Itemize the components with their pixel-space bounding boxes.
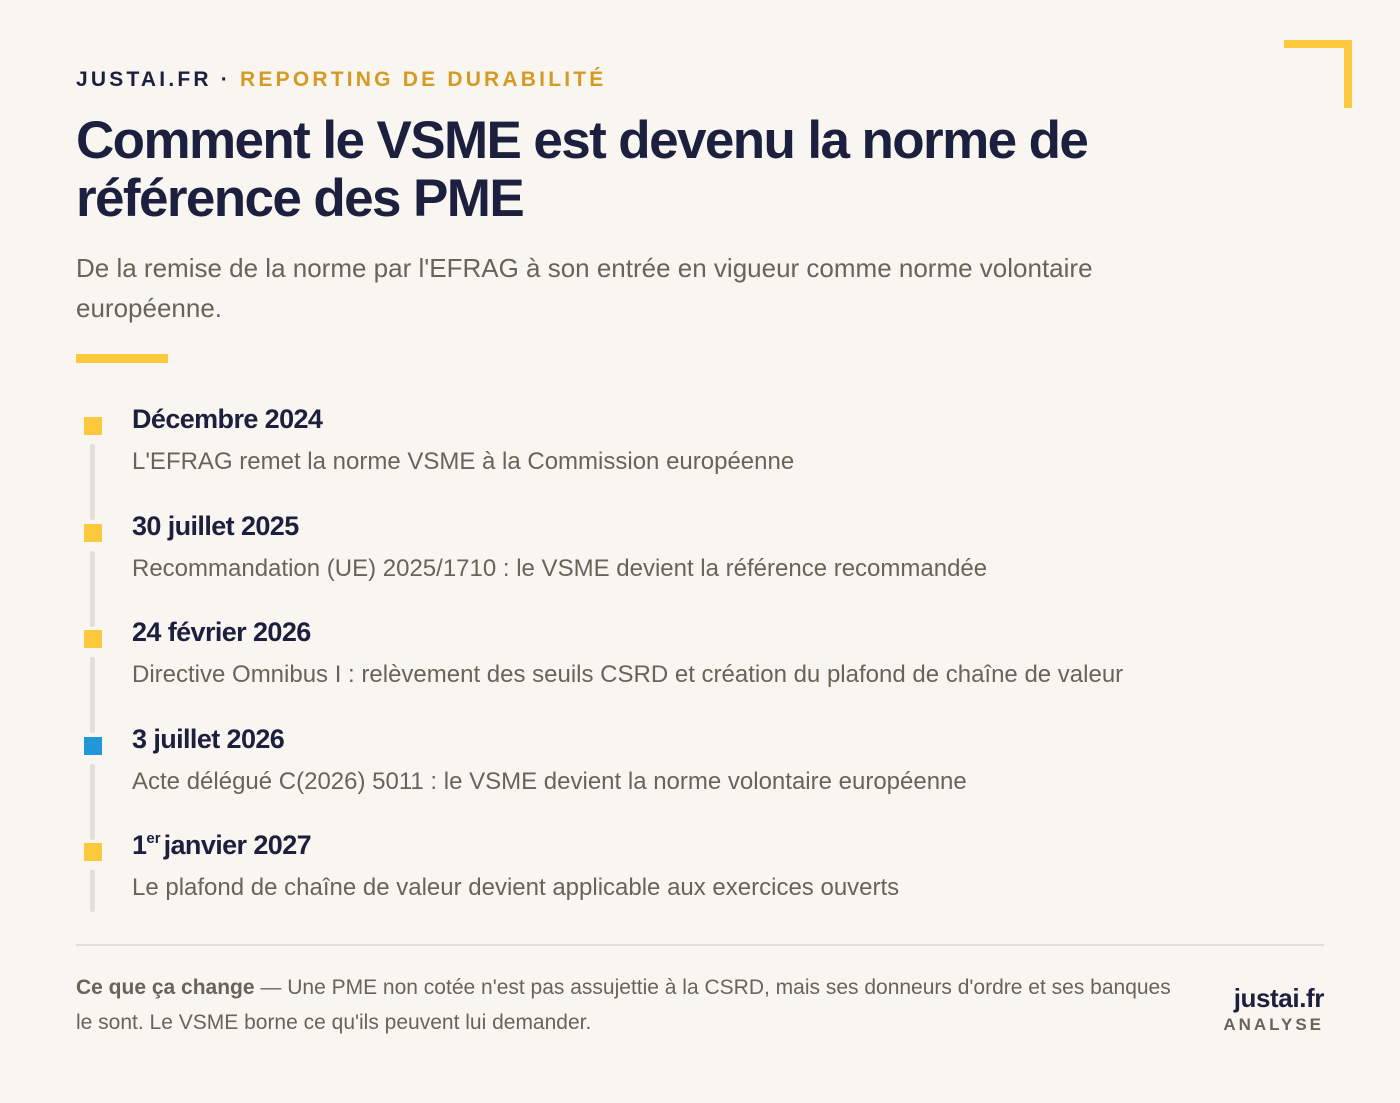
timeline-marker (84, 630, 102, 648)
header-kicker (76, 68, 607, 92)
timeline-connector (90, 870, 95, 912)
timeline-date-ordinal: er (146, 830, 161, 847)
timeline-marker (84, 843, 102, 861)
footer-brand-tag: ANALYSE (1223, 1015, 1324, 1034)
timeline-marker (84, 524, 102, 542)
timeline-date: 3 juillet 2026 (132, 723, 285, 754)
timeline-item (76, 400, 1316, 507)
timeline-description: L'EFRAG remet la norme VSME à la Commission européenne (132, 448, 795, 475)
timeline-description: Le plafond de chaîne de valeur devient applicable aux exercices ouverts (132, 874, 900, 901)
corner-bracket-decoration (1284, 40, 1352, 108)
page-title: Comment le VSME est devenu la norme de référence des PME (76, 111, 1088, 228)
page-subtitle: De la remise de la norme par l'EFRAG à son entrée en vigueur comme norme volontaire européenne. (76, 253, 1093, 323)
timeline-description: Directive Omnibus I : relèvement des seuils CSRD et création du plafond de chaîne de valeur (132, 661, 1124, 688)
footer-divider (76, 944, 1324, 946)
header-separator: · (220, 68, 231, 91)
timeline-item (76, 826, 1316, 933)
timeline-date (132, 830, 311, 861)
footnote (76, 970, 1176, 1040)
timeline-description: Acte délégué C(2026) 5011 : le VSME devient la norme volontaire européenne (132, 767, 967, 795)
timeline-date: Décembre 2024 (132, 404, 323, 434)
footnote-text: — Une PME non cotée n'est pas assujettie à la CSRD, mais ses donneurs d'ordre et ses banques le sont. Le VSME borne ce qu'ils peuvent lui demander. (76, 976, 1171, 1034)
timeline-date-rest: janvier 2027 (163, 830, 312, 860)
footnote-lead: Ce que ça change (76, 976, 255, 999)
timeline-date: 24 février 2026 (132, 617, 311, 647)
timeline-item (76, 613, 1316, 720)
header-brand[interactable]: JUSTAI.FR (76, 68, 212, 91)
timeline (76, 400, 1316, 933)
timeline-marker (84, 417, 102, 435)
footer-brand (1223, 983, 1324, 1035)
timeline-date-number: 1 (132, 830, 147, 860)
footer-brand-name[interactable]: justai.fr (1233, 983, 1324, 1013)
header-section: REPORTING DE DURABILITÉ (240, 68, 607, 91)
timeline-date: 30 juillet 2025 (132, 510, 299, 541)
accent-divider (76, 354, 168, 363)
timeline-description: Recommandation (UE) 2025/1710 : le VSME devient la référence recommandée (132, 554, 988, 582)
timeline-item (76, 507, 1316, 614)
timeline-marker-highlight (84, 737, 102, 755)
timeline-item (76, 720, 1316, 827)
